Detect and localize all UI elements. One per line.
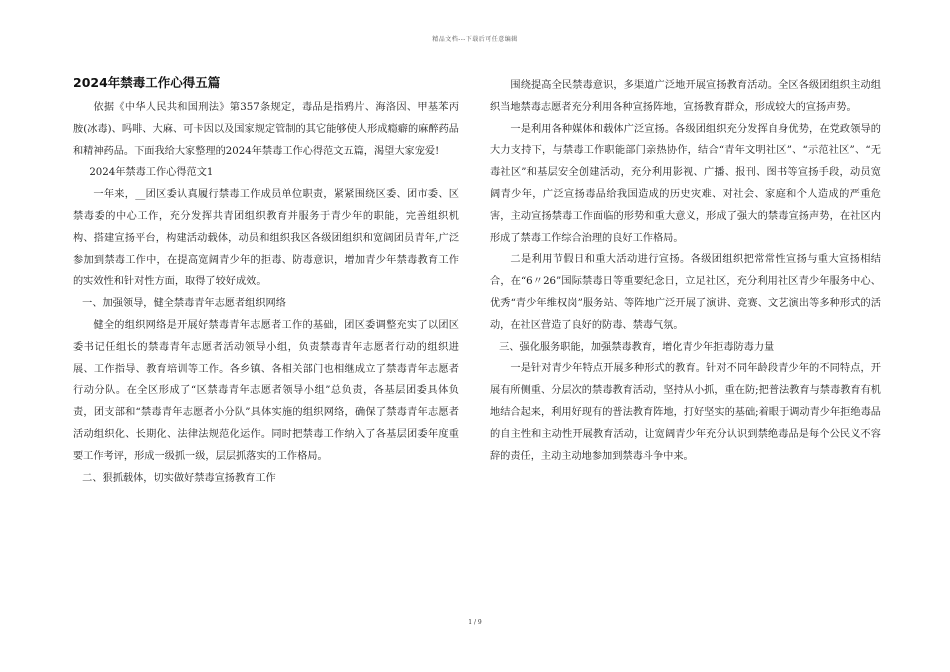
paragraph: 一是针对青少年特点开展多种形式的教育。针对不同年龄段青少年的不同特点，开展有所侧重、分层次的禁毒教育活动，坚持从小抓，重在防;把普法教育与禁毒教育有机地结合起来，利用好现有的普法教育阵地，打好坚实的基础;着眼于调动青少年拒绝毒品的自主性和主动性开展教育活动，让宽阔青少年充分认识到禁绝毒品是每个公民义不容辞的责任，主动主动地参加到禁毒斗争中来。 xyxy=(490,363,881,462)
paragraph: 一年来，__团区委认真履行禁毒工作成员单位职责，紧紧围绕区委、团市委、区禁毒委的中心工作，充分发挥共青团组织教育并服务于青少年的职能，完善组织机构、搭建宣扬平台，构建活动载体，动员和组织我区各级团组织和宽阔团员青年,广泛参加到禁毒工作中，在提高宽阔青少年的拒毒、防毒意识，增加青少年禁毒教育工作的实效性和针对性方面，取得了较好成效。 xyxy=(73,189,459,288)
paragraph: 健全的组织网络是开展好禁毒青年志愿者工作的基础，团区委调整充实了以团区委书记任组长的禁毒青年志愿者活动领导小组，负责禁毒青年志愿者行动的组织进展、工作指导、教育培训等工作。各乡镇、各相关部门也相继成立了禁毒青年志愿者行动分队。在全区形成了“区禁毒青年志愿者领导小组”总负责，各基层团委具体负责，团支部和“禁毒青年志愿者小分队”具体实施的组织网络，确保了禁毒青年志愿者活动组织化、长期化、法律法规范化运作。同时把禁毒工作纳入了各基层团委年度重要工作考评，形成一级抓一级，层层抓落实的工作格局。 xyxy=(73,319,459,462)
section-subtitle: 2024年禁毒工作心得范文1 xyxy=(89,167,214,179)
section-heading: 三、强化服务职能，加强禁毒教育，增化青少年拒毒防毒力量 xyxy=(499,341,775,353)
section-heading: 二、狠抓载体，切实做好禁毒宣扬教育工作 xyxy=(82,472,276,484)
section-heading: 一、加强领导，健全禁毒青年志愿者组织网络 xyxy=(82,298,286,310)
left-column xyxy=(73,72,459,489)
paragraph: 一是利用各种媒体和载体广泛宣扬。各级团组织充分发挥自身优势，在党政领导的大力支持下，与禁毒工作职能部门亲热协作，结合“青年文明社区”、“示范社区”、“无毒社区”和基层安全创建活动，充分利用影视、广播、报刊、图书等宣扬手段，动员宽阔青少年，广泛宣扬毒品给我国造成的历史灾难、对社会、家庭和个人造成的严重危害，主动宣扬禁毒工作面临的形势和重大意义，形成了强大的禁毒宣扬声势，在社区内形成了禁毒工作综合治理的良好工作格局。 xyxy=(490,123,881,244)
paragraph: 二是利用节假日和重大活动进行宣扬。各级团组织把常常性宣扬与重大宣扬相结合，在“6〃26”国际禁毒日等重要纪念日，立足社区，充分利用社区青少年服务中心、优秀“青少年维权岗”服务站、等阵地广泛开展了演讲、竞赛、文艺演出等多种形式的活动，在社区营造了良好的防毒、禁毒气氛。 xyxy=(490,254,881,331)
page-number: 1 / 9 xyxy=(468,619,482,626)
right-column xyxy=(490,75,881,467)
paragraph: 围绕提高全民禁毒意识，多渠道广泛地开展宣扬教育活动。全区各级团组织主动组织当地禁毒志愿者充分利用各种宣扬阵地，宣扬教育群众，形成较大的宣扬声势。 xyxy=(490,80,881,113)
document-title: 2024年禁毒工作心得五篇 xyxy=(73,75,221,90)
header-note: 精品文档---下载后可任意编辑 xyxy=(432,36,518,43)
paragraph-intro: 依据《中华人民共和国刑法》第357条规定，毒品是指鸦片、海洛因、甲基苯丙胺(冰毒)、吗啡、大麻、可卡因以及国家规定管制的其它能够使人形成瘾癖的麻醉药品和精神药品。下面我给大家整理的2024年禁毒工作心得范文五篇，渴望大家宠爱! xyxy=(73,102,459,157)
